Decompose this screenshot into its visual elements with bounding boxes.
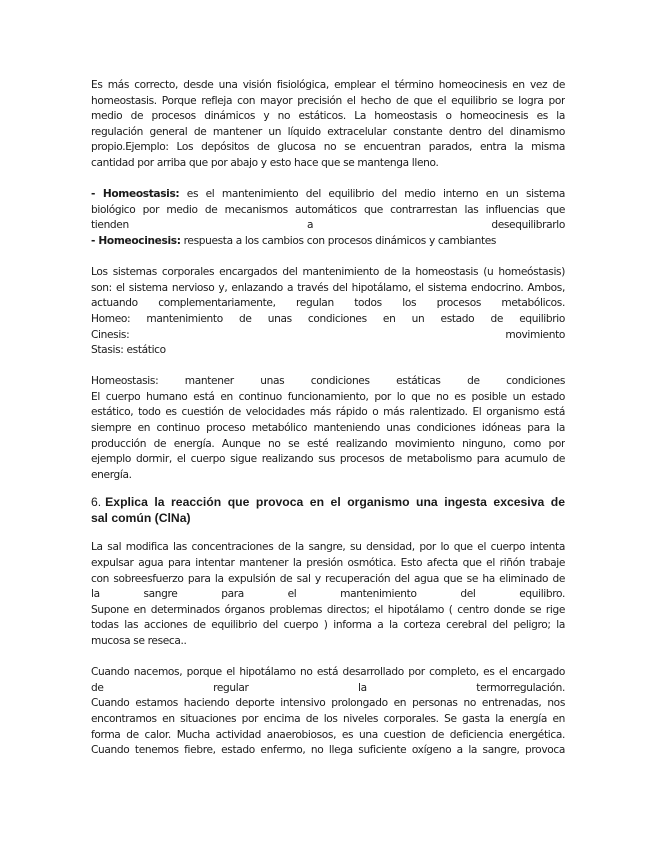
text-line: de regular la termorregulación. xyxy=(91,681,565,694)
question-text: Explica la reacción que provoca en el organismo una ingesta excesiva de xyxy=(105,495,565,510)
text-line: actuando complementariamente, regulan todos los procesos metabólicos. xyxy=(91,297,565,310)
text-line: Cuando nacemos, porque el hipotálamo no está desarrollado por completo, es el encargado xyxy=(91,666,565,679)
text-line: ejemplo dormir, el cuerpo sigue realizando sus procesos de metabolismo para acumulo de xyxy=(91,453,565,466)
text-line: propio.Ejemplo: Los depósitos de glucosa no se encuentran parados, entra la misma xyxy=(91,141,565,154)
paragraph-continuous-function xyxy=(91,374,565,483)
text-line: siempre en continuo proceso metabólico manteniendo unas condiciones idóneas para la xyxy=(91,422,565,435)
text-line: expulsar agua para intentar mantener la presión osmótica. Esto afecta que el riñón trabaje xyxy=(91,557,565,570)
text-line: energía. xyxy=(91,468,132,481)
definitions-block xyxy=(91,187,565,249)
text-line: la sangre para el mantenimiento del equilibro. xyxy=(91,588,565,601)
paragraph-thermoregulation xyxy=(91,665,565,759)
text-line: La sal modifica las concentraciones de la sangre, su densidad, por lo que el cuerpo intenta xyxy=(91,541,565,554)
paragraph-body-systems xyxy=(91,265,565,359)
text-line: encontramos en situaciones por encima de los niveles corporales. Se gasta la energía en xyxy=(91,712,565,725)
term-homeostasis: - Homeostasis: xyxy=(91,188,180,201)
term-homeocinesis: - Homeocinesis: xyxy=(91,234,181,247)
text-line: mucosa se reseca.. xyxy=(91,635,187,647)
text-line: medio de procesos dinámicos y no estáticos. La homeostasis o homeocinesis es la xyxy=(91,110,565,123)
text-line: Homeo: mantenimiento de unas condiciones en un estado de equilibrio xyxy=(91,312,565,325)
document-page xyxy=(91,78,565,759)
text-line: con sobreesfuerzo para la expulsión de sal y recuperación del agua que se ha eliminado de xyxy=(91,572,565,585)
text-line: Supone en determinados órganos problemas directos; el hipotálamo ( centro donde se rige xyxy=(91,603,565,616)
text-line: Stasis: estático xyxy=(91,344,166,357)
definition-homeostasis xyxy=(91,187,565,203)
text-line: Es más correcto, desde una visión fisiológica, emplear el término homeocinesis en vez de xyxy=(91,79,565,91)
text-line: Cuando tenemos fiebre, estado enfermo, no llega suficiente oxígeno a la sangre, provoca xyxy=(91,744,565,757)
text-line: son: el sistema nervioso y, enlazando a través del hipotálamo, el sistema endocrino. Ambos, xyxy=(91,281,565,294)
text-line: estático, todo es cuestión de velocidades más rápido o más ralentizado. El organismo está xyxy=(91,406,565,419)
text-line: biológico por medio de mecanismos automáticos que contrarrestan las influencias que xyxy=(91,203,565,216)
text-line: Cinesis: movimiento xyxy=(91,328,565,341)
question-number: 6. xyxy=(91,495,102,510)
definition-homeocinesis xyxy=(91,234,565,250)
text-line: Los sistemas corporales encargados del mantenimiento de la homeostasis (u homeóstasis) xyxy=(91,266,565,279)
question-text: sal común (ClNa) xyxy=(91,511,191,526)
text-line: tienden a desequilibrarlo xyxy=(91,219,565,232)
text-line: producción de energía. Aunque no se esté realizando movimiento ninguno, como por xyxy=(91,437,565,450)
definition-text: es el mantenimiento del equilibrio del medio interno en un sistema xyxy=(179,188,565,201)
text-line: homeostasis. Porque refleja con mayor precisión el hecho de que el equilibrio se logra por xyxy=(91,94,565,107)
text-line: Cuando estamos haciendo deporte intensivo prolongado en personas no entrenadas, nos xyxy=(91,697,565,710)
text-line: regulación general de mantener un líquido extracelular constante dentro del dinamismo xyxy=(91,125,565,138)
definition-text: respuesta a los cambios con procesos dinámicos y cambiantes xyxy=(180,234,497,247)
text-line: Homeostasis: mantener unas condiciones estáticas de condiciones xyxy=(91,375,565,388)
text-line: cantidad por arriba que por abajo y esto hace que se mantenga lleno. xyxy=(91,156,439,169)
question-6-heading xyxy=(91,494,565,526)
text-line: El cuerpo humano está en continuo funcionamiento, por lo que no es posible un estado xyxy=(91,390,565,403)
paragraph-homeocinesis xyxy=(91,78,565,172)
paragraph-salt-effects xyxy=(91,540,565,649)
text-line: todas las acciones de equilibrio del cuerpo ) informa a la corteza cerebral del peligro; la xyxy=(91,619,565,632)
text-line: forma de calor. Mucha actividad anaerobiosos, es una cuestion de deficiencia energética. xyxy=(91,728,565,741)
